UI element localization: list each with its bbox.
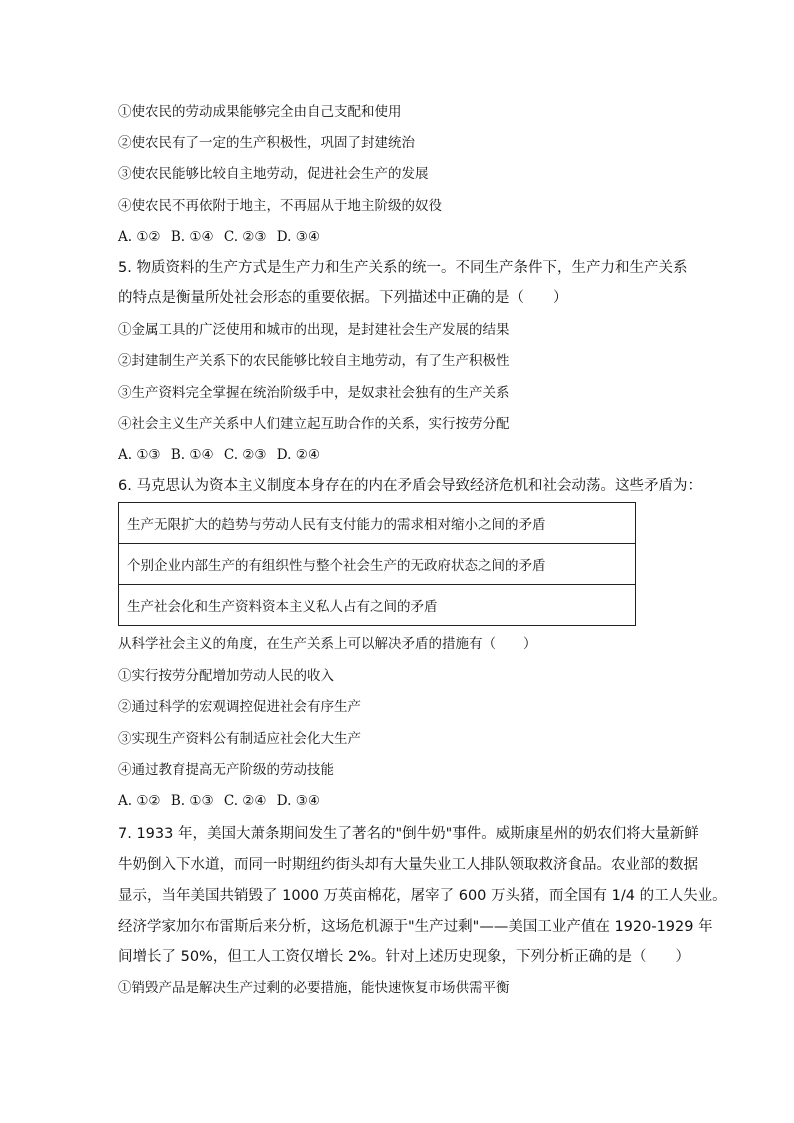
- q4-options: [118, 227, 326, 247]
- q6-contradiction-table: [118, 502, 636, 626]
- q5-option-d: D. ②④: [276, 447, 320, 463]
- q6-item-4: ④通过教育提高无产阶级的劳动技能: [118, 762, 334, 778]
- q5-item-2: ②封建制生产关系下的农民能够比较自主地劳动，有了生产积极性: [118, 353, 510, 369]
- q6-option-c: C. ②④: [223, 793, 267, 809]
- q6-stem: 6. 马克思认为资本主义制度本身存在的内在矛盾会导致经济危机和社会动荡。这些矛盾为：: [118, 478, 702, 494]
- table-cell: 生产无限扩大的趋势与劳动人民有支付能力的需求相对缩小之间的矛盾: [119, 503, 636, 544]
- q5-option-c: C. ②③: [223, 447, 267, 463]
- q4-option-b: B. ①④: [170, 229, 214, 245]
- q4-item-3: ③使农民能够比较自主地劳动，促进社会生产的发展: [118, 166, 429, 182]
- table-row: [119, 503, 636, 544]
- q6-options: [118, 791, 326, 811]
- q6-item-2: ②通过科学的宏观调控促进社会有序生产: [118, 699, 361, 715]
- q7-stem-line-3: 显示，当年美国共销毁了 1000 万英亩棉花，屠宰了 600 万头猪，而全国有 1/4 的工人失业。: [118, 888, 727, 904]
- q5-stem-line-1: 5. 物质资料的生产方式是生产力和生产关系的统一。不同生产条件下，生产力和生产关系: [118, 260, 688, 276]
- table-row: [119, 544, 636, 585]
- q5-item-3: ③生产资料完全掌握在统治阶级手中，是奴隶社会独有的生产关系: [118, 385, 510, 401]
- q4-option-a: A. ①②: [118, 229, 161, 245]
- q4-option-c: C. ②③: [223, 229, 267, 245]
- q7-stem-line-5: 间增长了 50%，但工人工资仅增长 2%。针对上述历史现象，下列分析正确的是（ ）: [118, 949, 690, 965]
- q6-item-3: ③实现生产资料公有制适应社会化大生产: [118, 731, 361, 747]
- q4-item-2: ②使农民有了一定的生产积极性，巩固了封建统治: [118, 135, 415, 151]
- q5-item-4: ④社会主义生产关系中人们建立起互助合作的关系，实行按劳分配: [118, 416, 510, 432]
- q6-question: 从科学社会主义的角度，在生产关系上可以解决矛盾的措施有（ ）: [118, 636, 537, 652]
- q6-option-b: B. ①③: [170, 793, 214, 809]
- table-cell: 生产社会化和生产资料资本主义私人占有之间的矛盾: [119, 585, 636, 626]
- q4-item-1: ①使农民的劳动成果能够完全由自己支配和使用: [118, 104, 402, 120]
- q4-item-4: ④使农民不再依附于地主，不再屈从于地主阶级的奴役: [118, 198, 442, 214]
- q4-option-d: D. ③④: [276, 229, 320, 245]
- q7-stem-line-2: 牛奶倒入下水道，而同一时期纽约街头却有大量失业工人排队领取救济食品。农业部的数据: [118, 857, 698, 873]
- q6-option-a: A. ①②: [118, 793, 161, 809]
- q7-stem-line-1: 7. 1933 年，美国大萧条期间发生了著名的"倒牛奶"事件。威斯康星州的奶农们将大量新鲜: [118, 826, 699, 842]
- q6-item-1: ①实行按劳分配增加劳动人民的收入: [118, 668, 334, 684]
- q5-options: [118, 445, 326, 465]
- q5-option-b: B. ①④: [170, 447, 214, 463]
- q6-option-d: D. ③④: [276, 793, 320, 809]
- q5-item-1: ①金属工具的广泛使用和城市的出现，是封建社会生产发展的结果: [118, 322, 510, 338]
- q7-stem-line-4: 经济学家加尔布雷斯后来分析，这场危机源于"生产过剩"——美国工业产值在 1920-1929 年: [118, 919, 713, 935]
- q5-option-a: A. ①③: [118, 447, 161, 463]
- q5-stem-line-2: 的特点是衡量所处社会形态的重要依据。下列描述中正确的是（ ）: [118, 290, 568, 306]
- table-cell: 个别企业内部生产的有组织性与整个社会生产的无政府状态之间的矛盾: [119, 544, 636, 585]
- table-row: [119, 585, 636, 626]
- q7-item-1: ①销毁产品是解决生产过剩的必要措施，能快速恢复市场供需平衡: [118, 980, 510, 996]
